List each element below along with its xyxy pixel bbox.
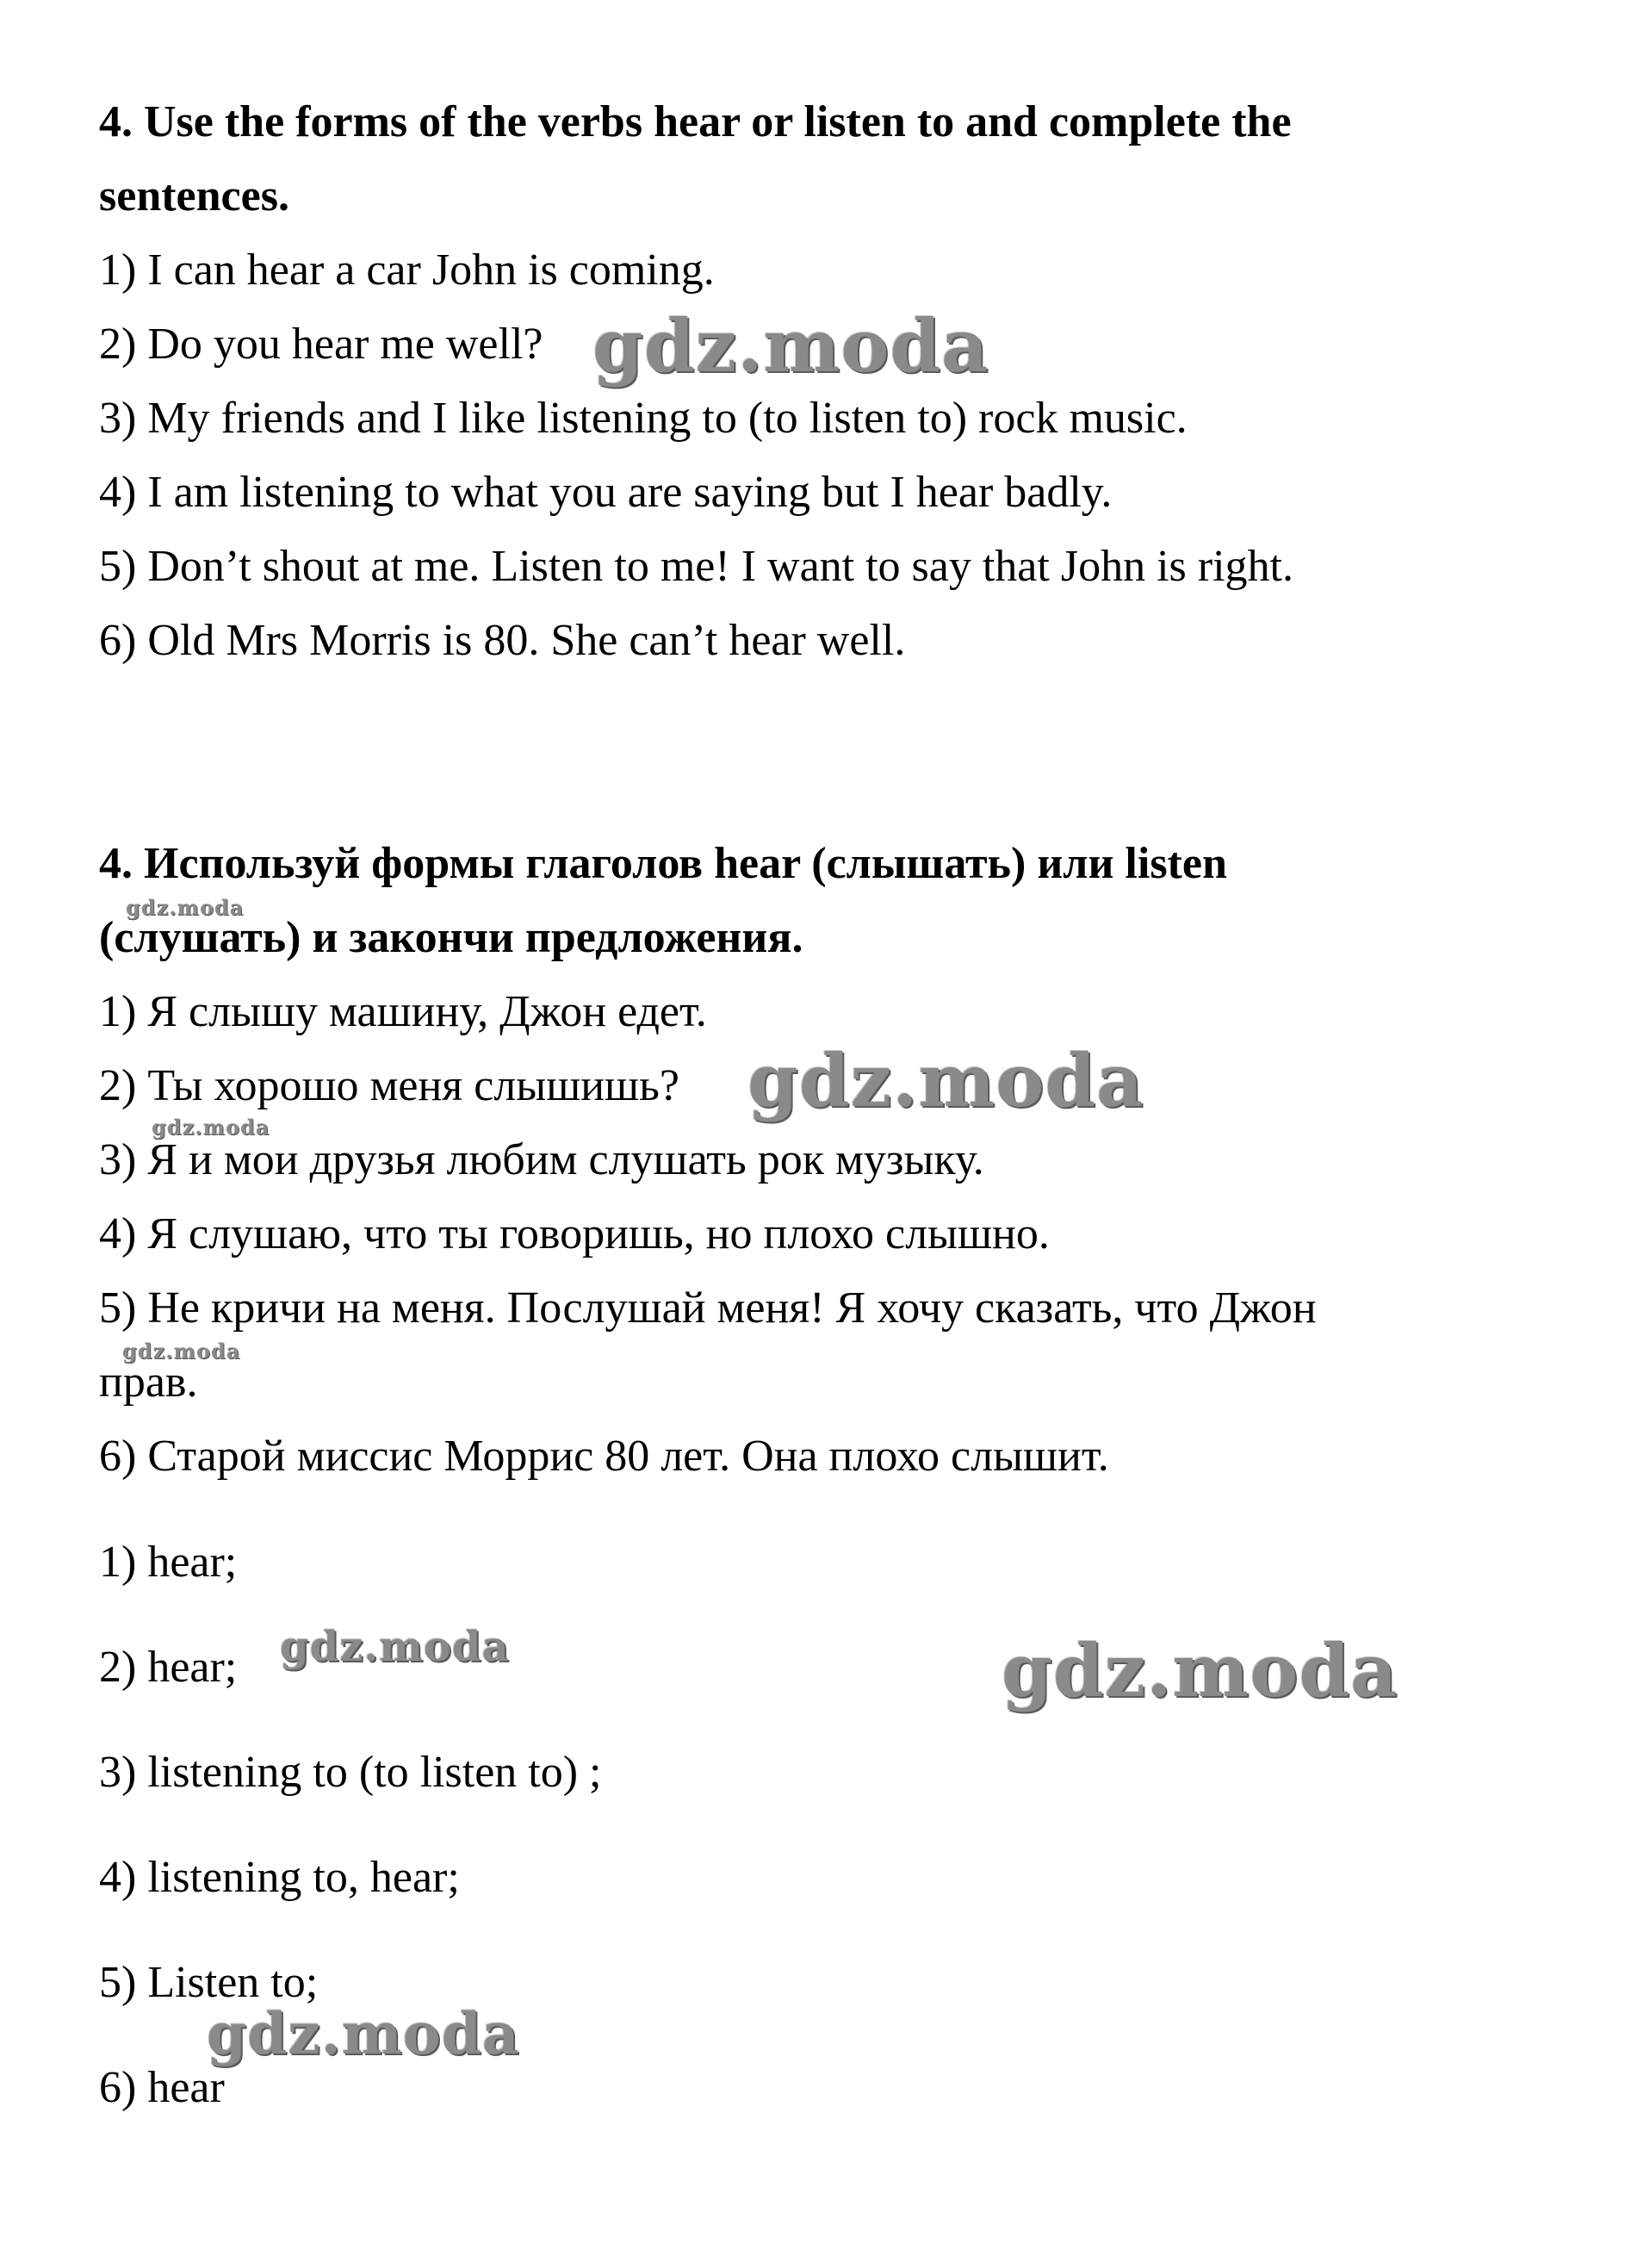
watermark: gdz.moda — [1002, 1628, 1399, 1713]
russian-sentence-4: 4) Я слушаю, что ты говоришь, но плохо слышно. — [99, 1209, 1050, 1258]
english-sentence-2: 2) Do you hear me well? — [99, 320, 543, 369]
english-sentence-5: 5) Don’t shout at me. Listen to me! I want to say that John is right. — [99, 542, 1293, 591]
russian-sentence-3: 3) Я и мои друзья любим слушать рок музыку. — [99, 1135, 984, 1184]
watermark: gdz.moda — [207, 2000, 520, 2067]
russian-sentence-5-continued: прав. — [99, 1358, 198, 1407]
russian-heading-line-2: (слушать) и закончи предложения. — [99, 913, 803, 962]
watermark: gdz.moda — [592, 303, 989, 388]
russian-sentence-5: 5) Не кричи на меня. Послушай меня! Я хочу сказать, что Джон — [99, 1283, 1317, 1333]
answer-4: 4) listening to, hear; — [99, 1853, 460, 1902]
russian-sentence-6: 6) Старой миссис Моррис 80 лет. Она плохо слышит. — [99, 1432, 1109, 1481]
russian-sentence-2: 2) Ты хорошо меня слышишь? — [99, 1061, 679, 1110]
russian-sentence-1: 1) Я слышу машину, Джон едет. — [99, 987, 707, 1036]
english-sentence-4: 4) I am listening to what you are saying but I hear badly. — [99, 468, 1113, 517]
russian-heading-line-1: 4. Используй формы глаголов hear (слышать) или listen — [99, 839, 1227, 888]
watermark: gdz.moda — [280, 1623, 510, 1671]
english-sentence-3: 3) My friends and I like listening to (to listen to) rock music. — [99, 394, 1188, 443]
english-sentence-1: 1) I can hear a car John is coming. — [99, 245, 715, 295]
watermark: gdz.moda — [152, 1115, 270, 1140]
answer-1: 1) hear; — [99, 1538, 238, 1587]
watermark: gdz.moda — [747, 1038, 1144, 1123]
watermark: gdz.moda — [126, 895, 245, 920]
answer-3: 3) listening to (to listen to) ; — [99, 1748, 602, 1797]
watermark: gdz.moda — [122, 1339, 241, 1364]
answer-6: 6) hear — [99, 2063, 225, 2112]
english-heading-line-1: 4. Use the forms of the verbs hear or listen to and complete the — [99, 97, 1292, 146]
answer-5: 5) Listen to; — [99, 1958, 319, 2007]
english-heading-line-2: sentences. — [99, 171, 289, 221]
answer-2: 2) hear; — [99, 1643, 238, 1692]
english-sentence-6: 6) Old Mrs Morris is 80. She can’t hear well. — [99, 616, 906, 665]
